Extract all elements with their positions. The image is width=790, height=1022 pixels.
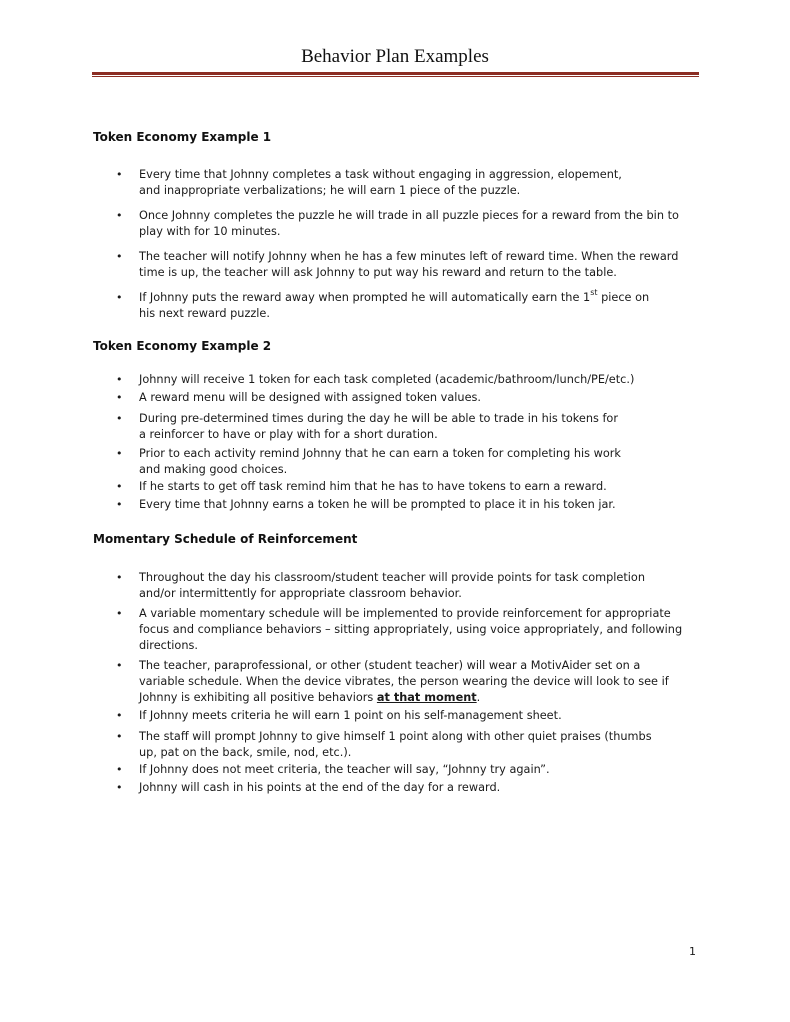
- line-text: Johnny is exhibiting all positive behaviors: [139, 691, 377, 704]
- bullet-icon: •: [116, 659, 123, 672]
- item-line: If he starts to get off task remind him that he has to have tokens to earn a reward.: [139, 480, 607, 493]
- page-number: 1: [689, 945, 696, 958]
- item-line: The teacher, paraprofessional, or other (student teacher) will wear a MotivAider set on a: [139, 659, 641, 672]
- bullet-icon: •: [116, 709, 123, 722]
- item-line: Johnny will receive 1 token for each task completed (academic/bathroom/lunch/PE/etc.): [139, 373, 635, 386]
- item-line: Johnny will cash in his points at the end of the day for a reward.: [139, 781, 501, 794]
- bullet-icon: •: [116, 480, 123, 493]
- item-line: Every time that Johnny completes a task without engaging in aggression, elopement,: [139, 168, 622, 181]
- item-line: time is up, the teacher will ask Johnny to put way his reward and return to the table.: [139, 266, 617, 279]
- bullet-icon: •: [116, 168, 123, 181]
- bullet-icon: •: [116, 607, 123, 620]
- item-line: The staff will prompt Johnny to give himself 1 point along with other quiet praises (thumbs: [139, 730, 652, 743]
- item-line: his next reward puzzle.: [139, 307, 270, 320]
- bullet-icon: •: [116, 730, 123, 743]
- bullet-icon: •: [116, 447, 123, 460]
- item-line: [139, 690, 699, 706]
- title-rule-thick: [92, 72, 699, 75]
- item-line: If Johnny does not meet criteria, the teacher will say, “Johnny try again”.: [139, 763, 550, 776]
- emphasis-at-that-moment: at that moment: [376, 691, 477, 704]
- item-line: and inappropriate verbalizations; he will earn 1 piece of the puzzle.: [139, 184, 521, 197]
- item-line: and making good choices.: [139, 463, 288, 476]
- item-line: and/or intermittently for appropriate classroom behavior.: [139, 587, 462, 600]
- line-text: .: [476, 691, 481, 704]
- bullet-icon: •: [116, 209, 123, 222]
- bullet-icon: •: [116, 391, 123, 404]
- bullet-icon: •: [116, 250, 123, 263]
- line-text: If Johnny puts the reward away when prompted he will automatically earn the 1: [139, 291, 591, 304]
- item-line: During pre-determined times during the day he will be able to trade in his tokens for: [139, 412, 618, 425]
- item-line: [139, 290, 699, 306]
- bullet-icon: •: [116, 412, 123, 425]
- document-title: Behavior Plan Examples: [301, 46, 489, 67]
- item-line: focus and compliance behaviors – sitting appropriately, using voice appropriately, and following: [139, 623, 683, 636]
- item-line: Once Johnny completes the puzzle he will trade in all puzzle pieces for a reward from the bin to: [139, 209, 679, 222]
- bullet-icon: •: [116, 571, 123, 584]
- item-line: up, pat on the back, smile, nod, etc.).: [139, 746, 352, 759]
- bullet-icon: •: [116, 781, 123, 794]
- bullet-icon: •: [116, 373, 123, 386]
- item-line: A reward menu will be designed with assigned token values.: [139, 391, 481, 404]
- bullet-icon: •: [116, 498, 123, 511]
- item-line: A variable momentary schedule will be implemented to provide reinforcement for appropriate: [139, 607, 671, 620]
- bullet-icon: •: [116, 291, 123, 304]
- section-heading-token-economy-2: Token Economy Example 2: [93, 339, 272, 353]
- item-line: Every time that Johnny earns a token he will be prompted to place it in his token jar.: [139, 498, 616, 511]
- bullet-icon: •: [116, 763, 123, 776]
- item-line: Prior to each activity remind Johnny that he can earn a token for completing his work: [139, 447, 621, 460]
- item-line: variable schedule. When the device vibrates, the person wearing the device will look to see if: [139, 675, 669, 688]
- line-text: piece on: [597, 291, 650, 304]
- section-heading-token-economy-1: Token Economy Example 1: [93, 130, 272, 144]
- item-line: If Johnny meets criteria he will earn 1 point on his self-management sheet.: [139, 709, 562, 722]
- item-line: a reinforcer to have or play with for a short duration.: [139, 428, 438, 441]
- item-line: directions.: [139, 639, 198, 652]
- title-rule-thin: [92, 76, 699, 77]
- item-line: The teacher will notify Johnny when he has a few minutes left of reward time. When the reward: [139, 250, 679, 263]
- item-line: Throughout the day his classroom/student teacher will provide points for task completion: [139, 571, 646, 584]
- item-line: play with for 10 minutes.: [139, 225, 281, 238]
- ordinal-superscript: st: [590, 288, 598, 298]
- section-heading-momentary-schedule: Momentary Schedule of Reinforcement: [93, 532, 358, 546]
